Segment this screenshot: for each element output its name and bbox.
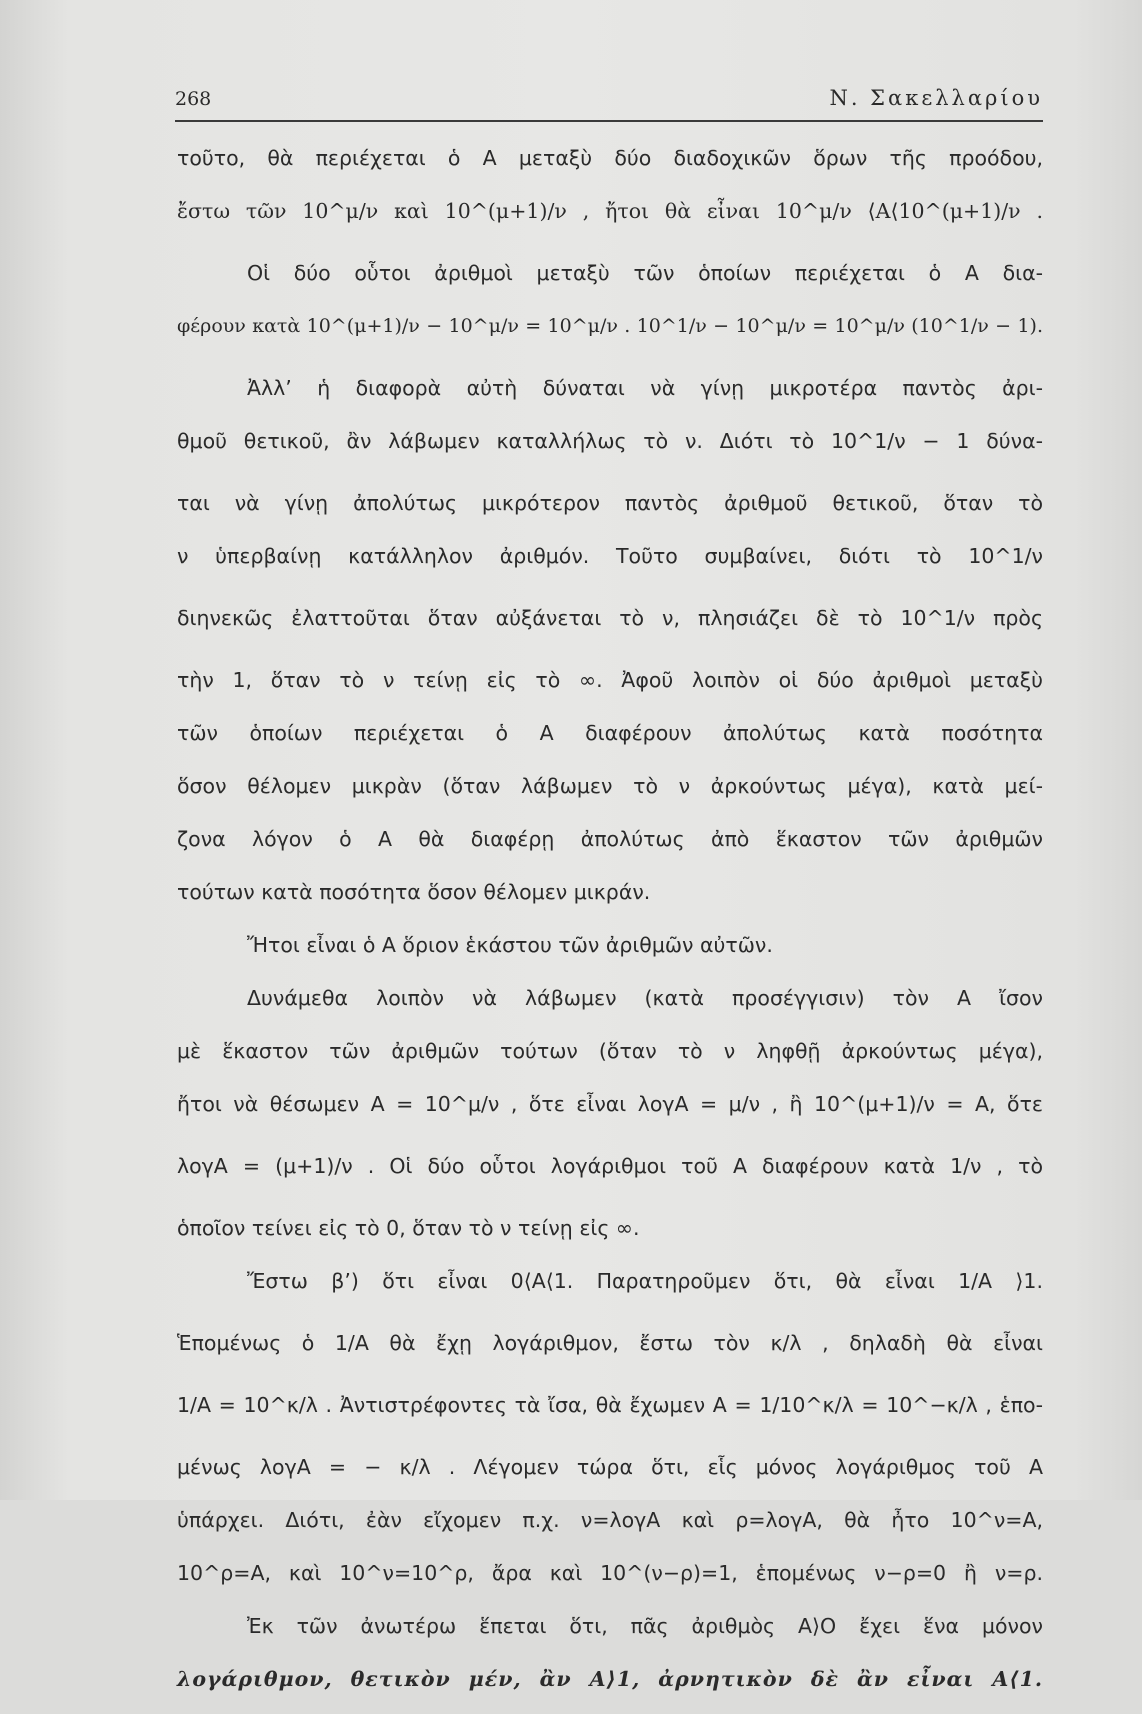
text-line: μὲ ἕκαστον τῶν ἀριθμῶν τούτων (ὅταν τὸ ν ληφθῇ ἀρκούντως μέγα), [177,1039,1043,1063]
text-line: ὁποῖον τείνει εἰς τὸ 0, ὅταν τὸ ν τείνῃ εἰς ∞. [177,1216,640,1240]
running-author: Ν. Σακελλαρίου [829,86,1043,110]
text-line: Οἱ δύο οὗτοι ἀριθμοὶ μεταξὺ τῶν ὁποίων περιέχεται ὁ Α δια- [247,261,1043,285]
text-line: τούτων κατὰ ποσότητα ὅσον θέλομεν μικράν. [177,880,651,904]
text-line: διηνεκῶς ἐλαττοῦται ὅταν αὐξάνεται τὸ ν, πλησιάζει δὲ τὸ 10^1/ν πρὸς [177,606,1043,630]
text-body [177,140,1043,1714]
page-number: 268 [175,88,212,110]
theorem-line: Ἐκ τῶν ἀνωτέρω ἕπεται ὅτι, πᾶς ἀριθμὸς Α⟩Ο ἔχει ἕνα μόνον [247,1614,1043,1638]
formula-line: 1/Α = 10^κ/λ . Ἀντιστρέφοντες τὰ ἴσα, θὰ ἔχωμεν Α = 1/10^κ/λ = 10^−κ/λ , ἑπο- [177,1393,1043,1417]
text-line: τῶν ὁποίων περιέχεται ὁ Α διαφέρουν ἀπολύτως κατὰ ποσότητα [177,721,1043,745]
text-line: τὴν 1, ὅταν τὸ ν τείνῃ εἰς τὸ ∞. Ἀφοῦ λοιπὸν οἱ δύο ἀριθμοὶ μεταξὺ [177,668,1043,692]
formula-line: 10^ρ=Α, καὶ 10^ν=10^ρ, ἄρα καὶ 10^(ν−ρ)=1, ἑπομένως ν−ρ=0 ἢ ν=ρ. [177,1561,1043,1585]
formula-line: λογΑ = (μ+1)/ν . Οἱ δύο οὗτοι λογάριθμοι τοῦ Α διαφέρουν κατὰ 1/ν , τὸ [177,1154,1043,1178]
text-line: ζονα λόγον ὁ Α θὰ διαφέρῃ ἀπολύτως ἀπὸ ἕκαστον τῶν ἀριθμῶν [177,827,1043,851]
formula-line: Ἑπομένως ὁ 1/Α θὰ ἔχῃ λογάριθμον, ἔστω τὸν κ/λ , δηλαδὴ θὰ εἶναι [177,1331,1043,1355]
formula-line: ὑπάρχει. Διότι, ἐὰν εἴχομεν π.χ. ν=λογΑ καὶ ρ=λογΑ, θὰ ἦτο 10^ν=Α, [177,1508,1043,1532]
formula-line: φέρουν κατὰ 10^(μ+1)/ν − 10^μ/ν = 10^μ/ν . 10^1/ν − 10^μ/ν = 10^μ/ν (10^1/ν − 1). [177,315,1043,337]
running-header [175,88,1043,122]
theorem-line: λογάριθμον, θετικὸν μέν, ἂν Α⟩1, ἀρνητικὸν δὲ ἂν εἶναι Α⟨1. [177,1667,1043,1691]
text-line: ὅσον θέλομεν μικρὰν (ὅταν λάβωμεν τὸ ν ἀρκούντως μέγα), κατὰ μεί- [177,774,1043,798]
text-line: Ἀλλ’ ἡ διαφορὰ αὐτὴ δύναται νὰ γίνῃ μικροτέρα παντὸς ἀρι- [247,376,1043,400]
text-line: Ἤτοι εἶναι ὁ Α ὅριον ἑκάστου τῶν ἀριθμῶν αὐτῶν. [247,933,773,957]
formula-line: ἤτοι νὰ θέσωμεν Α = 10^μ/ν , ὅτε εἶναι λογΑ = μ/ν , ἢ 10^(μ+1)/ν = Α, ὅτε [177,1092,1043,1116]
formula-line: Ἔστω β’) ὅτι εἶναι 0⟨Α⟨1. Παρατηροῦμεν ὅτι, θὰ εἶναι 1/Α ⟩1. [247,1269,1043,1293]
text-line: Δυνάμεθα λοιπὸν νὰ λάβωμεν (κατὰ προσέγγισιν) τὸν Α ἴσον [247,986,1043,1010]
formula-line: μένως λογΑ = − κ/λ . Λέγομεν τώρα ὅτι, εἷς μόνος λογάριθμος τοῦ Α [177,1455,1043,1479]
text-line: ται νὰ γίνῃ ἀπολύτως μικρότερον παντὸς ἀριθμοῦ θετικοῦ, ὅταν τὸ [177,491,1043,515]
formula-line: ἔστω τῶν 10^μ/ν καὶ 10^(μ+1)/ν , ἤτοι θὰ εἶναι 10^μ/ν ⟨Α⟨10^(μ+1)/ν . [177,199,1043,223]
text-line: ν ὑπερβαίνῃ κατάλληλον ἀριθμόν. Τοῦτο συμβαίνει, διότι τὸ 10^1/ν [177,544,1043,568]
text-line: θμοῦ θετικοῦ, ἂν λάβωμεν καταλλήλως τὸ ν. Διότι τὸ 10^1/ν − 1 δύνα- [177,429,1043,453]
text-line: τοῦτο, θὰ περιέχεται ὁ Α μεταξὺ δύο διαδοχικῶν ὅρων τῆς προόδου, [177,146,1043,170]
